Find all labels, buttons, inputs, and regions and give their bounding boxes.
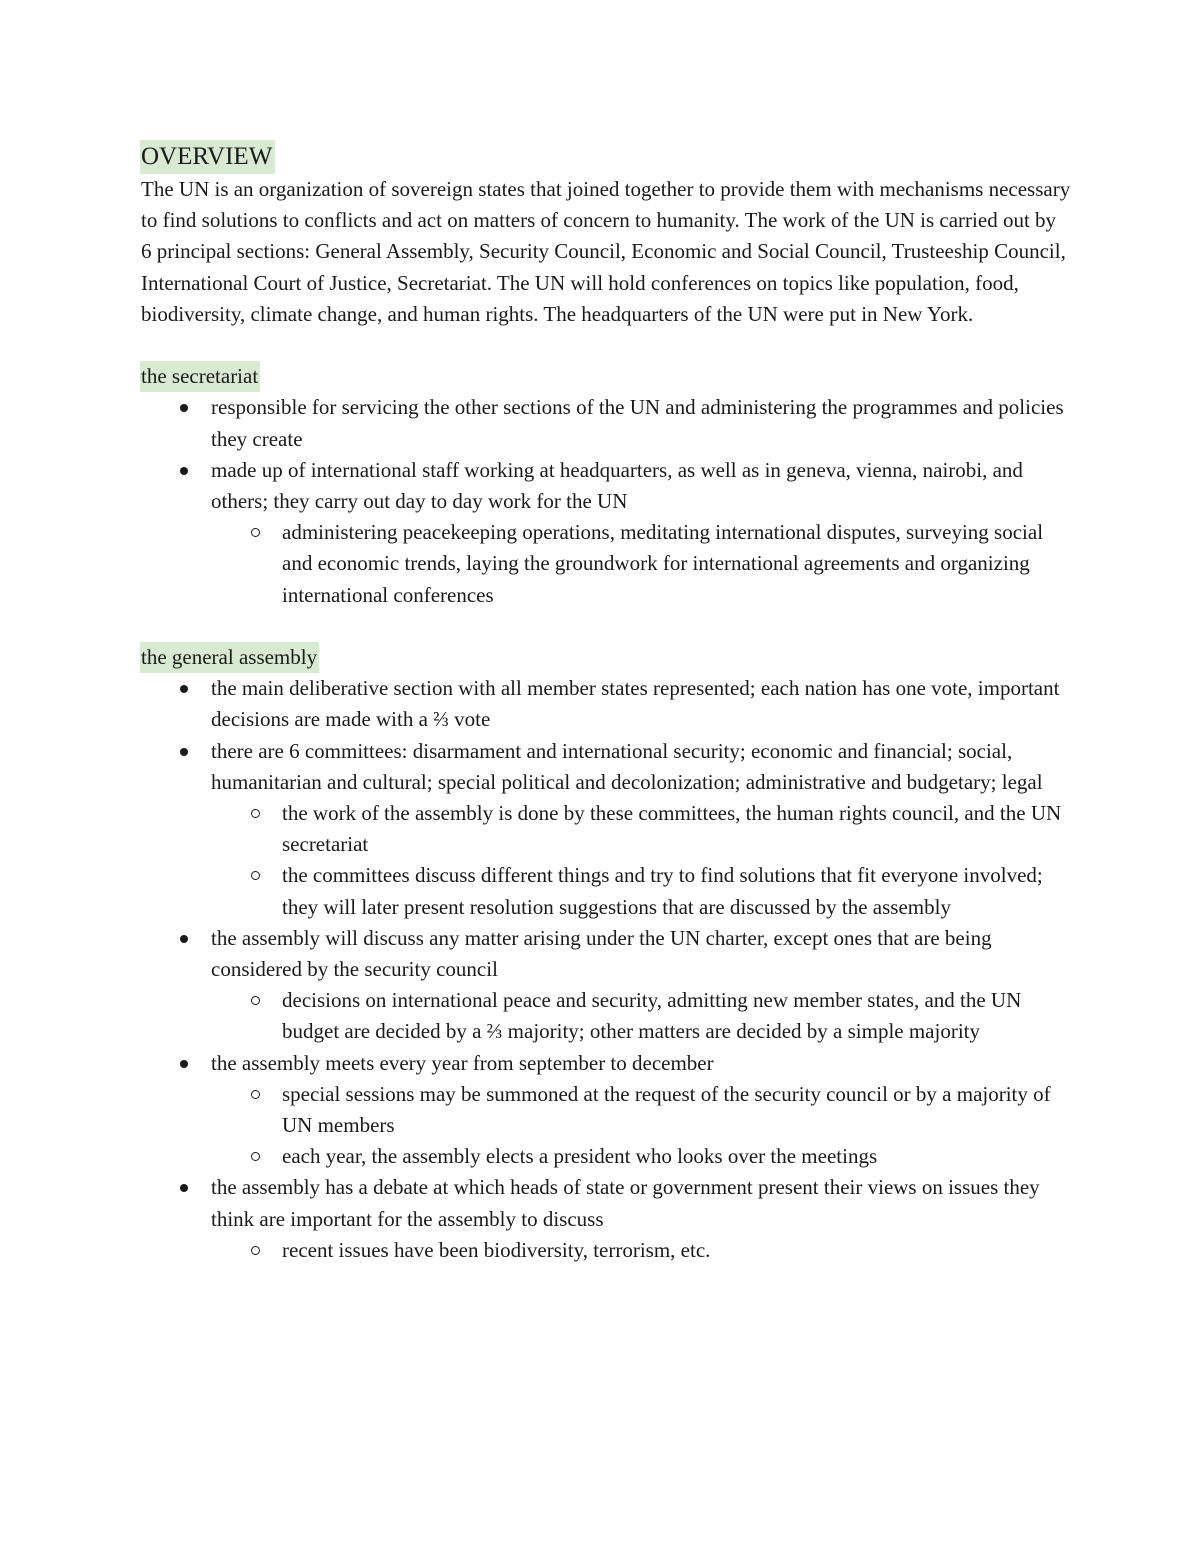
bullet-icon [180,935,188,943]
list-item [141,1172,1071,1266]
list-item-text: the assembly meets every year from september to december [211,1050,714,1075]
sub-list-item [211,798,1071,860]
general-assembly-list [141,673,1071,1266]
general-assembly-section [141,642,1071,1266]
sub-list-item [211,1141,1071,1172]
list-item-text: the assembly has a debate at which heads of state or government present their views on issues they think are important for the assembly to discuss [211,1175,1040,1231]
sub-list [211,1079,1071,1173]
sub-list [211,1235,1071,1266]
sub-list-item [211,1235,1071,1266]
sub-list-item-text: recent issues have been biodiversity, terrorism, etc. [282,1237,711,1262]
sub-list-item-text: each year, the assembly elects a president who looks over the meetings [282,1144,878,1169]
bullet-icon [180,1060,188,1068]
hollow-bullet-icon [251,1152,260,1161]
sub-list [211,985,1071,1047]
sub-list-item [211,1079,1071,1141]
secretariat-section [141,361,1071,611]
list-item-text: responsible for servicing the other sections of the UN and administering the programmes and policies they create [211,395,1064,451]
bullet-icon [180,685,188,693]
sub-list-item [211,985,1071,1047]
list-item-text: made up of international staff working at headquarters, as well as in geneva, vienna, nairobi, and others; they carry out day to day work for the UN [211,457,1023,514]
sub-list-item-text: the committees discuss different things and try to find solutions that fit everyone involved; they will later present resolution suggestions that are discussed by the assembly [282,863,1043,919]
overview-heading: OVERVIEW [140,140,275,174]
secretariat-list [141,392,1071,610]
hollow-bullet-icon [251,1246,260,1255]
list-item-text: there are 6 committees: disarmament and international security; economic and financial; social, humanitarian and cultural; special political and decolonization; administrative and budgetary; legal [211,738,1043,794]
bullet-icon [180,1184,188,1192]
bullet-icon [180,748,188,756]
list-item [141,392,1071,454]
sub-list [211,517,1071,611]
section-spacer [141,330,1071,361]
section-spacer [141,611,1071,642]
sub-list-item-text: special sessions may be summoned at the request of the security council or by a majority of UN members [282,1081,1051,1138]
sub-list-item-text: the work of the assembly is done by these committees, the human rights council, and the UN secretariat [282,801,1062,857]
list-item [141,923,1071,1048]
hollow-bullet-icon [251,871,260,880]
list-item [141,736,1071,923]
list-item [141,673,1071,735]
sub-list-item-text: administering peacekeeping operations, meditating international disputes, surveying social and economic trends, laying the groundwork for international agreements and organizing international conferences [282,520,1044,607]
hollow-bullet-icon [251,1090,260,1099]
bullet-icon [180,404,188,412]
list-item-text: the assembly will discuss any matter arising under the UN charter, except ones that are being considered by the security council [211,925,992,982]
bullet-icon [180,467,188,475]
document-page [141,140,1071,1266]
overview-section [141,140,1071,330]
list-item [141,1048,1071,1173]
secretariat-heading: the secretariat [140,361,260,392]
sub-list [211,798,1071,923]
sub-list-item-text: decisions on international peace and security, admitting new member states, and the UN budget are decided by a ⅔ majority; other matters are decided by a simple majority [282,988,1022,1044]
hollow-bullet-icon [251,809,260,818]
overview-paragraph: The UN is an organization of sovereign states that joined together to provide them with mechanisms necessary to find solutions to conflicts and act on matters of concern to humanity. The work of the UN is carried out by 6 principal sections: General Assembly, Security Council, Economic and Social Council, Trusteeship Council, International Court of Justice, Secretariat. The UN will hold conferences on topics like population, food, biodiversity, climate change, and human rights. The headquarters of the UN were put in New York. [141,177,1071,326]
hollow-bullet-icon [251,528,260,537]
sub-list-item [211,860,1071,922]
hollow-bullet-icon [251,996,260,1005]
sub-list-item [211,517,1071,611]
list-item-text: the main deliberative section with all member states represented; each nation has one vote, important decisions are made with a ⅔ vote [211,676,1060,732]
general-assembly-heading: the general assembly [140,642,319,673]
list-item [141,455,1071,611]
